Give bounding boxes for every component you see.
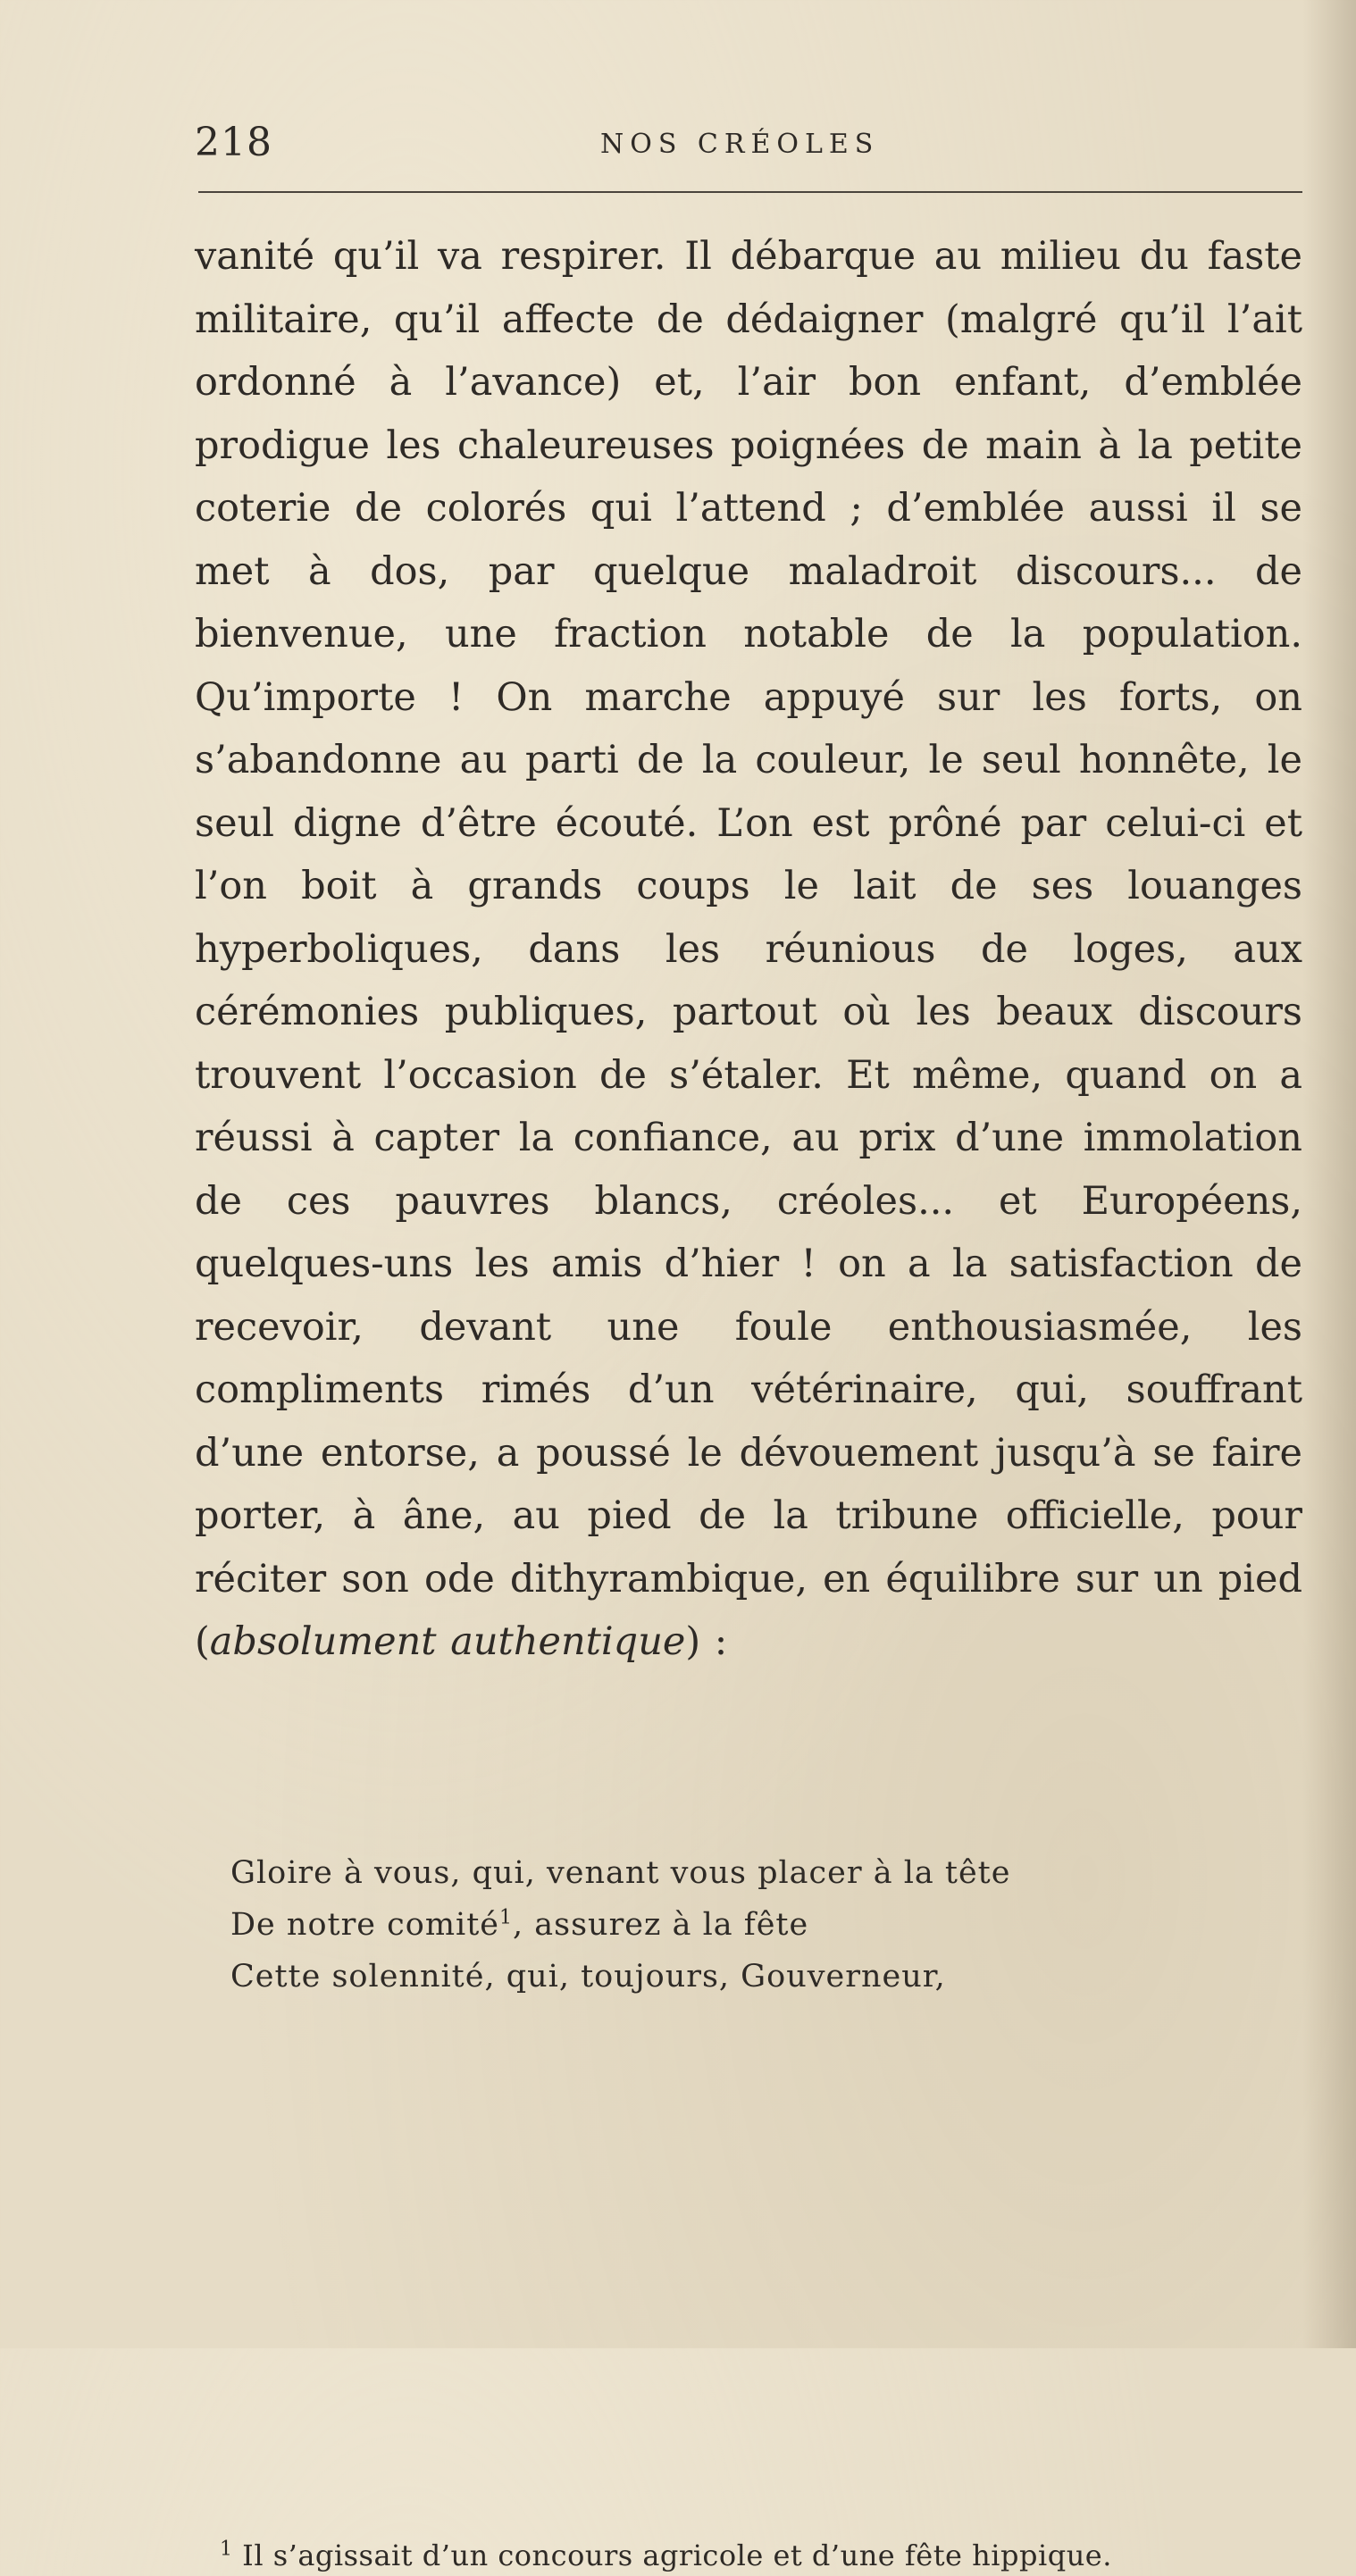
verse-line-3: Cette solennité, qui, toujours, Gouverneur, <box>230 1959 946 1995</box>
page-number: 218 <box>195 120 272 165</box>
footnote-mark: 1 <box>220 2538 233 2561</box>
body-text-end: ) : <box>685 1619 728 1664</box>
page-header <box>195 116 1302 170</box>
verse-line-2 <box>230 1899 1267 1951</box>
footnote-reference: 1 <box>498 1906 513 1929</box>
header-rule <box>198 191 1302 193</box>
footnote <box>220 2535 1112 2576</box>
verse-block <box>230 1847 1267 2003</box>
page-edge-shadow <box>1302 0 1356 2348</box>
body-text-italic: absolument authentique <box>209 1619 686 1664</box>
footnote-text: Il s’agissait d’un concours agricole et d’une fête hippique. <box>242 2538 1112 2572</box>
verse-line-2-end: , assurez à la fête <box>512 1907 809 1943</box>
body-text-main: vanité qu’il va respirer. Il débarque au milieu du faste militaire, qu’il affecte de dédaigner (malgré qu’il l’ait ordonné à l’avance) et, l’air bon enfant, d’emblée prodigue les chaleureuses poignées de main à la petite coterie de colorés qui l’attend ; d’emblée aussi il se met à dos, par quelque maladroit discours... de bienvenue, une fraction notable de la population. Qu’importe ! On marche appuyé sur les forts, on s’abandonne au parti de la couleur, le seul honnête, le seul digne d’être écouté. L’on est prôné par celui-ci et l’on boit à grands coups le lait de ses louanges hyperboliques, dans les réunious de loges, aux cérémonies publiques, partout où les beaux discours trouvent l’occasion de s’étaler. Et même, quand on a réussi à capter la confiance, au prix d’une immolation de ces pauvres blancs, créoles... et Européens, quelques-uns les amis d’hier ! on a la satisfaction de recevoir, devant une foule enthousiasmée, les compliments rimés d’un vétérinaire, qui, souffrant d’une entorse, a poussé le dévouement jusqu’à se faire porter, à âne, au pied de la tribune officielle, pour réciter son ode dithyrambique, en équilibre sur un pied ( <box>195 234 1302 1664</box>
running-head: NOS CRÉOLES <box>600 129 880 160</box>
verse-line-2-start: De notre comité <box>230 1907 499 1943</box>
verse-line-1: Gloire à vous, qui, venant vous placer à la tête <box>230 1855 1011 1891</box>
body-paragraph <box>195 225 1302 1674</box>
book-page <box>195 0 1302 2348</box>
